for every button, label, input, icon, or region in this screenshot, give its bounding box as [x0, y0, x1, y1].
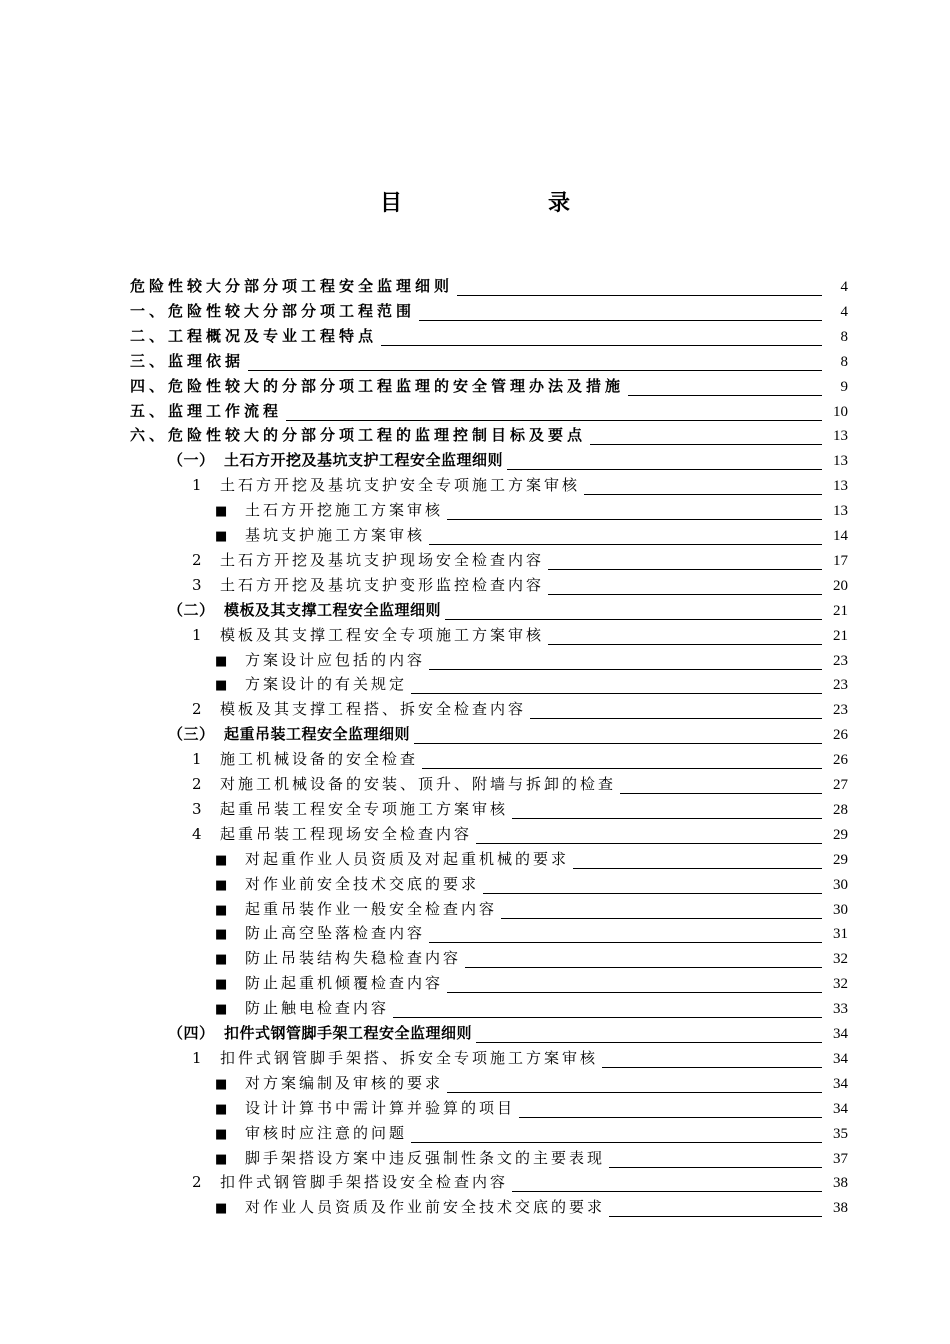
- toc-row[interactable]: [0, 575, 950, 599]
- toc-entry-title: 起重吊装工程安全监理细则: [224, 725, 411, 744]
- toc-entry-number: 3: [192, 799, 205, 818]
- toc-page-number: 23: [833, 702, 848, 719]
- toc-entry-number: 1: [192, 750, 205, 769]
- toc-row[interactable]: [0, 1197, 950, 1221]
- toc-leader-line: [422, 768, 822, 769]
- toc-page-number: 34: [833, 1050, 848, 1067]
- toc-leader-line: [548, 594, 822, 595]
- toc-leader-line: [447, 1092, 822, 1093]
- toc-row[interactable]: [0, 301, 950, 325]
- toc-page-number: 28: [833, 801, 848, 818]
- toc-leader-line: [419, 320, 822, 321]
- toc-leader-line: [411, 693, 822, 694]
- toc-entry-title: 模板及其支撑工程安全专项施工方案审核: [220, 625, 545, 644]
- toc-row[interactable]: [0, 1023, 950, 1047]
- toc-leader-line: [465, 967, 822, 968]
- toc-leader-line: [584, 494, 822, 495]
- toc-entry-title: 五、监理工作流程: [130, 401, 283, 420]
- toc-entry-number: （二）: [168, 600, 215, 619]
- toc-page-number: 32: [833, 976, 848, 993]
- toc-row[interactable]: [0, 774, 950, 798]
- toc-row[interactable]: [0, 600, 950, 624]
- bullet-icon: ■: [215, 877, 231, 893]
- toc-leader-line: [548, 569, 822, 570]
- toc-row[interactable]: [0, 550, 950, 574]
- bullet-icon: ■: [215, 1151, 231, 1167]
- toc-row[interactable]: [0, 998, 950, 1022]
- toc-leader-line: [501, 918, 822, 919]
- toc-row[interactable]: [0, 799, 950, 823]
- bullet-icon: ■: [215, 977, 231, 993]
- toc-entry-title: 模板及其支撑工程安全监理细则: [224, 600, 442, 619]
- toc-leader-line: [609, 1216, 822, 1217]
- toc-page-number: 26: [833, 752, 848, 769]
- toc-page-number: 26: [833, 727, 848, 744]
- toc-page-number: 4: [840, 303, 848, 320]
- toc-row[interactable]: [0, 824, 950, 848]
- toc-page-number: 8: [840, 353, 848, 370]
- toc-entry-title: 四、危险性较大的分部分项工程监理的安全管理办法及措施: [130, 376, 625, 395]
- toc-leader-line: [381, 345, 822, 346]
- toc-entry-title: 审核时应注意的问题: [245, 1123, 408, 1142]
- toc-entry-title: 起重吊装工程安全专项施工方案审核: [220, 799, 509, 818]
- toc-entry-number: 4: [192, 824, 205, 843]
- toc-row[interactable]: [0, 1098, 950, 1122]
- page-title: 目 录: [379, 191, 632, 216]
- toc-row[interactable]: [0, 276, 950, 300]
- toc-row[interactable]: [0, 973, 950, 997]
- toc-entry-title: 防止起重机倾覆检查内容: [245, 974, 444, 993]
- toc-leader-line: [512, 1191, 822, 1192]
- toc-entry-title: 防止吊装结构失稳检查内容: [245, 949, 462, 968]
- toc-entry-title: 扣件式钢管脚手架搭、拆安全专项施工方案审核: [220, 1048, 599, 1067]
- toc-leader-line: [411, 1142, 822, 1143]
- toc-entry-title: 土石方开挖及基坑支护变形监控检查内容: [220, 575, 545, 594]
- toc-page-number: 27: [833, 777, 848, 793]
- toc-entry-title: 起重吊装作业一般安全检查内容: [245, 899, 498, 918]
- toc-leader-line: [414, 743, 822, 744]
- toc-leader-line: [548, 644, 822, 645]
- toc-row[interactable]: [0, 749, 950, 773]
- toc-page-number: 29: [833, 826, 848, 843]
- toc-entry-title: 方案设计的有关规定: [245, 675, 408, 694]
- toc-row[interactable]: [0, 425, 950, 449]
- toc-entry-number: 1: [192, 625, 205, 644]
- toc-page-number: 21: [833, 602, 848, 619]
- toc-entry-number: 2: [192, 1173, 205, 1192]
- toc-page-number: 13: [833, 453, 848, 470]
- toc-row[interactable]: [0, 351, 950, 375]
- toc-row[interactable]: [0, 1148, 950, 1172]
- toc-entry-number: （三）: [168, 725, 215, 744]
- toc-row[interactable]: [0, 1172, 950, 1196]
- bullet-icon: ■: [215, 852, 231, 868]
- bullet-icon: ■: [215, 902, 231, 918]
- toc-row[interactable]: [0, 899, 950, 923]
- toc-entry-number: 2: [192, 700, 205, 719]
- toc-page-number: 32: [833, 951, 848, 968]
- toc-entry-title: 土石方开挖施工方案审核: [245, 501, 444, 520]
- toc-entry-title: 方案设计应包括的内容: [245, 650, 426, 669]
- toc-page-number: 30: [833, 876, 848, 893]
- toc-entry-title: 一、危险性较大分部分项工程范围: [130, 301, 416, 320]
- toc-row[interactable]: [0, 650, 950, 674]
- toc-entry-title: 对起重作业人员资质及对起重机械的要求: [245, 849, 570, 868]
- toc-entry-number: 1: [192, 476, 205, 495]
- toc-page-number: 31: [833, 926, 848, 943]
- toc-page-number: 35: [833, 1125, 848, 1142]
- bullet-icon: ■: [215, 1076, 231, 1092]
- toc-row[interactable]: [0, 724, 950, 748]
- bullet-icon: ■: [215, 653, 231, 669]
- toc-entry-number: 2: [192, 550, 205, 569]
- toc-leader-line: [620, 793, 822, 794]
- toc-leader-line: [457, 295, 822, 296]
- toc-page-number: 30: [833, 901, 848, 918]
- toc-leader-line: [628, 395, 822, 396]
- toc-leader-line: [445, 619, 822, 620]
- toc-leader-line: [447, 519, 822, 520]
- toc-leader-line: [429, 544, 822, 545]
- toc-entry-number: 2: [192, 775, 205, 793]
- toc-entry-title: 防止高空坠落检查内容: [245, 924, 426, 943]
- toc-entry-title: 扣件式钢管脚手架搭设安全检查内容: [220, 1173, 509, 1192]
- toc-row[interactable]: [0, 948, 950, 972]
- toc-row[interactable]: [0, 525, 950, 549]
- toc-entry-title: 起重吊装工程现场安全检查内容: [220, 824, 473, 843]
- toc-page-number: 14: [833, 528, 848, 544]
- toc-row[interactable]: [0, 849, 950, 873]
- bullet-icon: ■: [215, 952, 231, 968]
- toc-leader-line: [483, 893, 822, 894]
- toc-entry-title: 设计计算书中需计算并验算的项目: [245, 1098, 516, 1117]
- toc-leader-line: [248, 370, 822, 371]
- toc-page-number: 21: [833, 627, 848, 644]
- toc-page-number: 23: [833, 677, 848, 694]
- toc-leader-line: [429, 942, 822, 943]
- toc-entry-number: （一）: [168, 451, 215, 470]
- bullet-icon: ■: [215, 1126, 231, 1142]
- bullet-icon: ■: [215, 504, 231, 520]
- toc-leader-line: [286, 420, 822, 421]
- toc-row[interactable]: [0, 923, 950, 947]
- toc-entry-title: 对作业前安全技术交底的要求: [245, 874, 480, 893]
- toc-entry-title: 对作业人员资质及作业前安全技术交底的要求: [245, 1198, 606, 1217]
- toc-leader-line: [590, 444, 822, 445]
- toc-entry-title: 三、监理依据: [130, 351, 245, 370]
- bullet-icon: ■: [215, 1101, 231, 1117]
- toc-page-number: 38: [833, 1200, 848, 1217]
- toc-page-number: 38: [833, 1175, 848, 1192]
- toc-entry-title: 危险性较大分部分项工程安全监理细则: [130, 277, 454, 295]
- toc-page-number: 4: [840, 279, 848, 295]
- toc-row[interactable]: [0, 500, 950, 524]
- toc-page-number: 13: [833, 503, 848, 520]
- bullet-icon: ■: [215, 927, 231, 943]
- toc-entry-number: 3: [192, 575, 205, 594]
- toc-page-number: 37: [833, 1150, 848, 1167]
- toc-row[interactable]: [0, 625, 950, 649]
- toc-entry-number: （四）: [168, 1024, 215, 1042]
- toc-leader-line: [393, 1017, 822, 1018]
- bullet-icon: ■: [215, 678, 231, 694]
- toc-leader-line: [573, 868, 822, 869]
- toc-page-number: 9: [840, 378, 848, 395]
- toc-page-number: 10: [833, 403, 848, 420]
- toc-entry-title: 土石方开挖及基坑支护现场安全检查内容: [220, 550, 545, 569]
- toc-page-number: 29: [833, 851, 848, 868]
- toc-leader-line: [429, 669, 822, 670]
- toc-page-number: 34: [833, 1026, 848, 1042]
- toc-page-number: 20: [833, 577, 848, 594]
- toc-page-number: 13: [833, 428, 848, 445]
- toc-page-number: 23: [833, 652, 848, 669]
- toc-leader-line: [530, 718, 822, 719]
- toc-entry-title: 脚手架搭设方案中违反强制性条文的主要表现: [245, 1148, 606, 1167]
- toc-entry-title: 二、工程概况及专业工程特点: [130, 326, 378, 345]
- toc-entry-number: 1: [192, 1048, 205, 1067]
- toc-entry-title: 模板及其支撑工程搭、拆安全检查内容: [220, 700, 527, 719]
- bullet-icon: ■: [215, 529, 231, 544]
- toc-row[interactable]: [0, 326, 950, 350]
- toc-entry-title: 土石方开挖及基坑支护安全专项施工方案审核: [220, 476, 581, 495]
- toc-entry-title: 施工机械设备的安全检查: [220, 750, 419, 769]
- toc-entry-title: 基坑支护施工方案审核: [245, 526, 426, 544]
- toc-leader-line: [519, 1117, 822, 1118]
- toc-row[interactable]: [0, 699, 950, 723]
- toc-leader-line: [512, 818, 822, 819]
- toc-leader-line: [447, 992, 822, 993]
- toc-page-number: 13: [833, 478, 848, 495]
- toc-leader-line: [609, 1167, 822, 1168]
- toc-entry-title: 六、危险性较大的分部分项工程的监理控制目标及要点: [130, 426, 587, 445]
- toc-entry-title: 扣件式钢管脚手架工程安全监理细则: [224, 1024, 473, 1042]
- toc-leader-line: [476, 843, 822, 844]
- toc-row[interactable]: [0, 450, 950, 474]
- bullet-icon: ■: [215, 1201, 231, 1217]
- toc-page-number: 17: [833, 552, 848, 569]
- toc-leader-line: [507, 469, 822, 470]
- toc-entry-title: 土石方开挖及基坑支护工程安全监理细则: [224, 451, 504, 470]
- toc-page-number: 34: [833, 1075, 848, 1092]
- toc-row[interactable]: [0, 674, 950, 698]
- toc-page-number: 8: [840, 328, 848, 345]
- toc-row[interactable]: [0, 401, 950, 425]
- toc-entry-title: 对方案编制及审核的要求: [245, 1073, 444, 1092]
- toc-page-number: 34: [833, 1100, 848, 1117]
- toc-page-number: 33: [833, 1001, 848, 1018]
- toc-row[interactable]: [0, 1048, 950, 1072]
- toc-leader-line: [602, 1067, 822, 1068]
- toc-entry-title: 对施工机械设备的安装、顶升、附墙与拆卸的检查: [220, 775, 617, 793]
- toc-row[interactable]: [0, 376, 950, 400]
- toc-row[interactable]: [0, 475, 950, 499]
- toc-row[interactable]: [0, 874, 950, 898]
- bullet-icon: ■: [215, 1002, 231, 1018]
- toc-row[interactable]: [0, 1073, 950, 1097]
- toc-row[interactable]: [0, 1123, 950, 1147]
- toc-leader-line: [476, 1042, 822, 1043]
- toc-entry-title: 防止触电检查内容: [245, 999, 390, 1018]
